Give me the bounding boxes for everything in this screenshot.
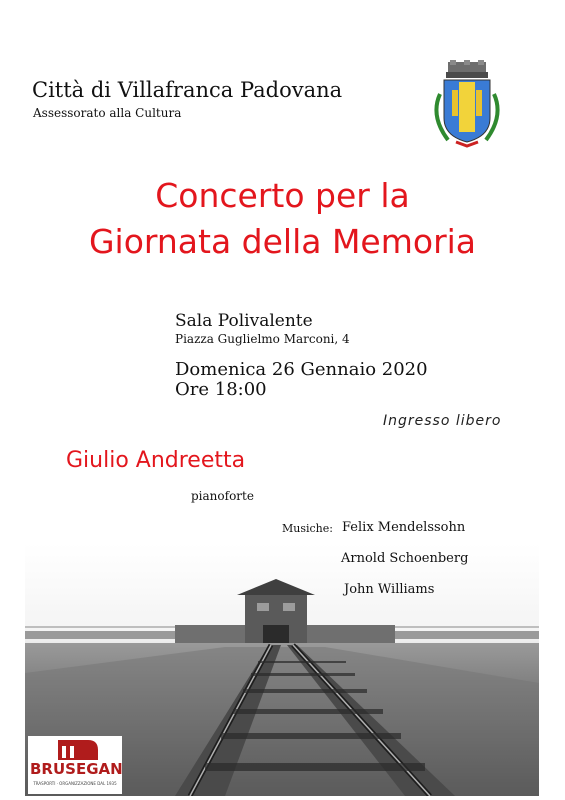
program-label: Musiche: — [282, 522, 333, 535]
sponsor-logo — [28, 736, 122, 794]
venue-address: Piazza Guglielmo Marconi, 4 — [175, 332, 350, 346]
coat-of-arms-icon — [426, 60, 508, 150]
entry-note: Ingresso libero — [383, 413, 502, 429]
event-date: Domenica 26 Gennaio 2020 — [175, 359, 428, 380]
sponsor-tagline: TRASPORTI · ORGANIZZAZIONE DAL 1935 — [33, 781, 117, 786]
venue-name: Sala Polivalente — [175, 311, 313, 331]
composer-item: Arnold Schoenberg — [341, 551, 469, 566]
composer-item: John Williams — [344, 582, 435, 597]
event-time: Ore 18:00 — [175, 379, 267, 400]
concert-title-line1: Concerto per la — [155, 176, 410, 215]
sponsor-name: BRUSEGAN — [30, 760, 123, 778]
city-name: Città di Villafranca Padovana — [32, 78, 343, 102]
performer-name: Giulio Andreetta — [66, 448, 246, 473]
composer-item: Felix Mendelssohn — [342, 520, 466, 535]
concert-title-line2: Giornata della Memoria — [88, 222, 477, 261]
performer-instrument: pianoforte — [191, 489, 254, 503]
department-name: Assessorato alla Cultura — [33, 106, 182, 120]
